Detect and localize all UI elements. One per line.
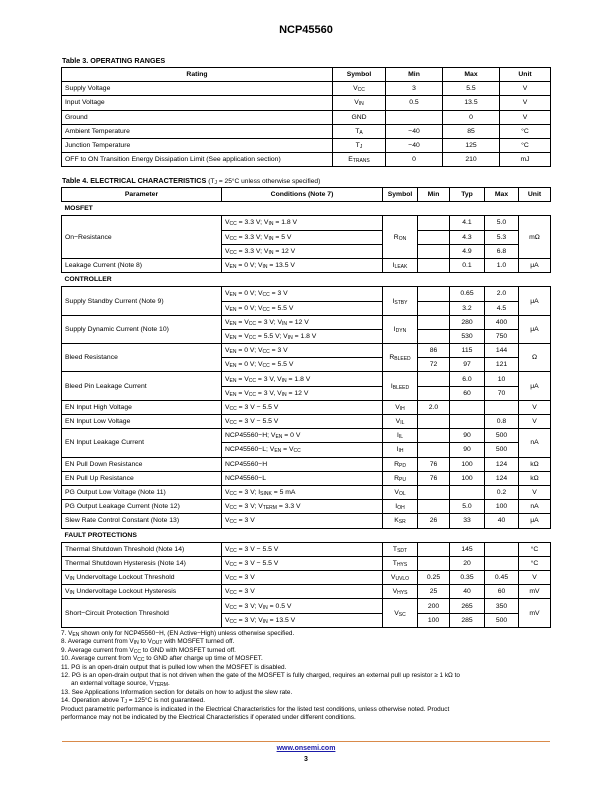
page-number: 3: [304, 756, 308, 763]
rating-cell: Ambient Temperature: [62, 124, 333, 138]
max-cell: 124: [485, 471, 519, 485]
parameter-cell: Slew Rate Control Constant (Note 13): [62, 514, 222, 528]
min-cell: 26: [418, 514, 450, 528]
table4-row: [62, 457, 551, 471]
conditions-cell: $V_{CC} = 3$ V − 5.5 V: [222, 400, 383, 414]
table4-row: [62, 258, 551, 272]
table4-caption: [62, 176, 320, 185]
table4-row: [62, 429, 551, 443]
max-cell: 100: [485, 500, 519, 514]
table3-header-cell: Min: [386, 68, 443, 82]
table3-header-cell: Unit: [500, 68, 551, 82]
symbol-cell: $V_{UVLO}$: [383, 571, 418, 585]
parameter-cell: Bleed Resistance: [62, 344, 222, 372]
min-cell: −40: [386, 138, 443, 152]
parameter-cell: EN Input High Voltage: [62, 400, 222, 414]
typ-cell: 3.2: [450, 301, 485, 315]
typ-cell: 530: [450, 329, 485, 343]
parameter-cell: On−Resistance: [62, 216, 222, 259]
symbol-cell: $T_{HYS}$: [383, 556, 418, 570]
typ-cell: 4.1: [450, 216, 485, 230]
conditions-cell: $V_{CC} = 3.3$ V; $V_{IN} = 5$ V: [222, 230, 383, 244]
typ-cell: 285: [450, 613, 485, 627]
unit-cell: V: [500, 110, 551, 124]
conditions-cell: $V_{EN} = V_{CC} = 5.5$ V; $V_{IN} = 1.8$ V: [222, 329, 383, 343]
min-cell: [418, 415, 450, 429]
table3-header-cell: Symbol: [333, 68, 386, 82]
footnote: performance may not be indicated by the Electrical Characteristics if operated under different conditions.: [61, 714, 356, 722]
conditions-cell: $V_{EN} = 0$ V; $V_{IN} = 13.5$ V: [222, 258, 383, 272]
conditions-cell: $V_{CC} = 3$ V; $V_{IN} = 0.5$ V: [222, 599, 383, 613]
max-cell: 500: [485, 613, 519, 627]
table4-caption-condition: ($T_J = 25^\circ C$ unless otherwise specified): [208, 178, 321, 186]
parameter-cell: Short−Circuit Protection Threshold: [62, 599, 222, 627]
conditions-cell: $V_{CC} = 3$ V; $V_{TERM} = 3.3$ V: [222, 500, 383, 514]
min-cell: 200: [418, 599, 450, 613]
typ-cell: 0.1: [450, 258, 485, 272]
typ-cell: 0.35: [450, 571, 485, 585]
typ-cell: 40: [450, 585, 485, 599]
symbol-cell: $V_{IH}$: [383, 400, 418, 414]
min-cell: [418, 315, 450, 329]
min-cell: [418, 556, 450, 570]
parameter-cell: Supply Standby Current (Note 9): [62, 287, 222, 315]
section-title: FAULT PROTECTIONS: [62, 528, 551, 542]
unit-cell: V: [519, 571, 551, 585]
min-cell: 86: [418, 344, 450, 358]
footnote: 13. See Applications Information section for details on how to adjust the slew rate.: [61, 688, 293, 696]
symbol-cell: $V_{IN}$: [333, 96, 386, 110]
table4-header-cell: Typ: [450, 188, 485, 202]
typ-cell: 280: [450, 315, 485, 329]
unit-cell: μA: [519, 287, 551, 315]
table4-caption-title: Table 4. ELECTRICAL CHARACTERISTICS: [62, 176, 207, 185]
conditions-cell: $V_{CC} = 3$ V: [222, 585, 383, 599]
footnote: 9. Average current from $V_{CC}$ to GND with MOSFET turned off.: [61, 646, 236, 655]
min-cell: [418, 500, 450, 514]
max-cell: 10: [485, 372, 519, 386]
conditions-cell: $V_{CC} = 3.3$ V; $V_{IN} = 12$ V: [222, 244, 383, 258]
conditions-cell: $V_{CC} = 3$ V; $V_{IN} = 13.5$ V: [222, 613, 383, 627]
max-cell: 350: [485, 599, 519, 613]
conditions-cell: $V_{CC} = 3$ V − 5.5 V: [222, 415, 383, 429]
min-cell: [418, 429, 450, 443]
max-cell: 2.0: [485, 287, 519, 301]
typ-cell: 145: [450, 542, 485, 556]
parameter-cell: Supply Dynamic Current (Note 10): [62, 315, 222, 343]
max-cell: 40: [485, 514, 519, 528]
table4-row: [62, 344, 551, 358]
rating-cell: Junction Temperature: [62, 138, 333, 152]
section-title: MOSFET: [62, 202, 551, 216]
unit-cell: V: [519, 485, 551, 499]
conditions-cell: $V_{EN} = V_{CC} = 3$ V, $V_{IN} = 1.8$ V: [222, 372, 383, 386]
min-cell: [418, 443, 450, 457]
symbol-cell: GND: [333, 110, 386, 124]
footnote: 11. PG is an open-drain output that is pulled low when the MOSFET is disabled.: [61, 663, 287, 671]
table4-header-cell: Unit: [519, 188, 551, 202]
parameter-cell: Thermal Shutdown Hysteresis (Note 14): [62, 556, 222, 570]
max-cell: 0.45: [485, 571, 519, 585]
symbol-cell: $I_{IL}$: [383, 429, 418, 443]
max-cell: 125: [443, 138, 500, 152]
section-row: [62, 202, 551, 216]
symbol-cell: $I_{IH}$: [383, 443, 418, 457]
symbol-cell: $T_{SDT}$: [383, 542, 418, 556]
conditions-cell: $V_{CC} = 3.3$ V; $V_{IN} = 1.8$ V: [222, 216, 383, 230]
symbol-cell: $R_{BLEED}$: [383, 344, 418, 372]
max-cell: 0: [443, 110, 500, 124]
table4-row: [62, 400, 551, 414]
max-cell: 60: [485, 585, 519, 599]
conditions-cell: NCP45560−L: [222, 471, 383, 485]
table4-row: [62, 556, 551, 570]
section-title: CONTROLLER: [62, 273, 551, 287]
parameter-cell: PG Output Leakage Current (Note 12): [62, 500, 222, 514]
typ-cell: 4.9: [450, 244, 485, 258]
max-cell: 400: [485, 315, 519, 329]
min-cell: [418, 542, 450, 556]
typ-cell: 265: [450, 599, 485, 613]
symbol-cell: $V_{CC}$: [333, 82, 386, 96]
min-cell: 0: [386, 153, 443, 167]
symbol-cell: $K_{SR}$: [383, 514, 418, 528]
website-link[interactable]: www.onsemi.com: [276, 745, 336, 752]
min-cell: 25: [418, 585, 450, 599]
min-cell: 0.25: [418, 571, 450, 585]
max-cell: 124: [485, 457, 519, 471]
parameter-cell: Bleed Pin Leakage Current: [62, 372, 222, 400]
parameter-cell: EN Pull Up Resistance: [62, 471, 222, 485]
table4-header-cell: Min: [418, 188, 450, 202]
typ-cell: 6.0: [450, 372, 485, 386]
symbol-cell: $I_{OH}$: [383, 500, 418, 514]
min-cell: 3: [386, 82, 443, 96]
operating-ranges-table: [61, 67, 551, 167]
typ-cell: [450, 415, 485, 429]
max-cell: 121: [485, 358, 519, 372]
min-cell: 72: [418, 358, 450, 372]
symbol-cell: $V_{HYS}$: [383, 585, 418, 599]
unit-cell: °C: [500, 124, 551, 138]
table4-row: [62, 599, 551, 613]
max-cell: 85: [443, 124, 500, 138]
footer-rule: [62, 741, 550, 742]
unit-cell: V: [500, 96, 551, 110]
conditions-cell: NCP45560−H; $V_{EN} = 0$ V: [222, 429, 383, 443]
unit-cell: kΩ: [519, 471, 551, 485]
table4-header-cell: Parameter: [62, 188, 222, 202]
rating-cell: Ground: [62, 110, 333, 124]
max-cell: 0.2: [485, 485, 519, 499]
min-cell: −40: [386, 124, 443, 138]
symbol-cell: $I_{LEAK}$: [383, 258, 418, 272]
unit-cell: mV: [519, 599, 551, 627]
table4-row: [62, 542, 551, 556]
min-cell: [418, 329, 450, 343]
unit-cell: °C: [519, 556, 551, 570]
typ-cell: 0.65: [450, 287, 485, 301]
min-cell: 100: [418, 613, 450, 627]
unit-cell: V: [519, 415, 551, 429]
table4-row: [62, 287, 551, 301]
min-cell: [386, 110, 443, 124]
max-cell: 13.5: [443, 96, 500, 110]
max-cell: 210: [443, 153, 500, 167]
parameter-cell: EN Input Low Voltage: [62, 415, 222, 429]
symbol-cell: $V_{SC}$: [383, 599, 418, 627]
max-cell: 0.8: [485, 415, 519, 429]
typ-cell: [450, 400, 485, 414]
conditions-cell: NCP45560−H: [222, 457, 383, 471]
typ-cell: [450, 485, 485, 499]
table3-row: [62, 96, 551, 110]
unit-cell: mJ: [500, 153, 551, 167]
footer-link-wrap: [0, 745, 612, 752]
typ-cell: 100: [450, 457, 485, 471]
conditions-cell: $V_{EN} = 0$ V; $V_{CC} = 5.5$ V: [222, 358, 383, 372]
symbol-cell: $V_{OL}$: [383, 485, 418, 499]
table3-row: [62, 110, 551, 124]
symbol-cell: $E_{TRANS}$: [333, 153, 386, 167]
max-cell: [485, 556, 519, 570]
max-cell: 750: [485, 329, 519, 343]
rating-cell: OFF to ON Transition Energy Dissipation Limit (See application section): [62, 153, 333, 167]
min-cell: 76: [418, 457, 450, 471]
max-cell: 500: [485, 429, 519, 443]
table4-header-cell: Max: [485, 188, 519, 202]
typ-cell: 90: [450, 429, 485, 443]
max-cell: [485, 400, 519, 414]
conditions-cell: $V_{CC} = 3$ V: [222, 514, 383, 528]
unit-cell: μA: [519, 372, 551, 400]
table4-row: [62, 372, 551, 386]
parameter-cell: $V_{IN}$ Undervoltage Lockout Hysteresis: [62, 585, 222, 599]
rating-cell: Input Voltage: [62, 96, 333, 110]
conditions-cell: $V_{EN} = 0$ V; $V_{CC} = 3$ V: [222, 344, 383, 358]
symbol-cell: $I_{DYN}$: [383, 315, 418, 343]
symbol-cell: $R_{PU}$: [383, 471, 418, 485]
parameter-cell: PG Output Low Voltage (Note 11): [62, 485, 222, 499]
unit-cell: °C: [519, 542, 551, 556]
footnote: 14. Operation above $T_J = 125^\circ C$ is not guaranteed.: [61, 697, 206, 706]
unit-cell: mV: [519, 585, 551, 599]
table3-header-cell: Rating: [62, 68, 333, 82]
typ-cell: 100: [450, 471, 485, 485]
max-cell: 5.3: [485, 230, 519, 244]
table4-row: [62, 471, 551, 485]
table3-row: [62, 138, 551, 152]
min-cell: [418, 372, 450, 386]
max-cell: 1.0: [485, 258, 519, 272]
footnote: 7. $V_{EN}$ shown only for NCP45560−H, (EN Active−High) unless otherwise specified.: [61, 630, 295, 638]
unit-cell: nA: [519, 500, 551, 514]
conditions-cell: $V_{CC} = 3$ V; $I_{SINK} = 5$ mA: [222, 485, 383, 499]
min-cell: [418, 258, 450, 272]
footnote: 12. PG is an open-drain output that is not driven when the gate of the MOSFET is fully charged, requires an external pull up resistor ≥ 1 kΩ to: [61, 672, 460, 680]
table4-row: [62, 585, 551, 599]
typ-cell: 60: [450, 386, 485, 400]
table3-row: [62, 153, 551, 167]
unit-cell: V: [519, 400, 551, 414]
min-cell: 0.5: [386, 96, 443, 110]
max-cell: 5.5: [443, 82, 500, 96]
parameter-cell: EN Input Leakage Current: [62, 429, 222, 457]
max-cell: 144: [485, 344, 519, 358]
table3-caption: Table 3. OPERATING RANGES: [62, 56, 166, 65]
typ-cell: 97: [450, 358, 485, 372]
symbol-cell: $R_{ON}$: [383, 216, 418, 259]
footnote: an external voltage source, $V_{TERM}$.: [71, 680, 170, 689]
unit-cell: V: [500, 82, 551, 96]
max-cell: 6.8: [485, 244, 519, 258]
max-cell: [485, 542, 519, 556]
parameter-cell: EN Pull Down Resistance: [62, 457, 222, 471]
symbol-cell: $T_A$: [333, 124, 386, 138]
table4-header-cell: Conditions (Note 7): [222, 188, 383, 202]
symbol-cell: $T_J$: [333, 138, 386, 152]
footnotes: [61, 630, 551, 722]
conditions-cell: $V_{CC} = 3$ V − 5.5 V: [222, 542, 383, 556]
typ-cell: 20: [450, 556, 485, 570]
min-cell: [418, 287, 450, 301]
symbol-cell: $R_{PD}$: [383, 457, 418, 471]
parameter-cell: $V_{IN}$ Undervoltage Lockout Threshold: [62, 571, 222, 585]
symbol-cell: $V_{IL}$: [383, 415, 418, 429]
min-cell: [418, 216, 450, 230]
conditions-cell: $V_{EN} = 0$ V; $V_{CC} = 3$ V: [222, 287, 383, 301]
footnote: Product parametric performance is indicated in the Electrical Characteristics for the listed test conditions, unless otherwise noted. Product: [61, 705, 450, 713]
footnote: 8. Average current from $V_{IN}$ to $V_{OUT}$ with MOSFET turned off.: [61, 638, 235, 647]
unit-cell: μA: [519, 514, 551, 528]
page-title: NCP45560: [279, 24, 333, 36]
conditions-cell: $V_{EN} = V_{CC} = 3$ V, $V_{IN} = 12$ V: [222, 386, 383, 400]
rating-cell: Supply Voltage: [62, 82, 333, 96]
max-cell: 4.5: [485, 301, 519, 315]
conditions-cell: $V_{EN} = V_{CC} = 3$ V; $V_{IN} = 12$ V: [222, 315, 383, 329]
min-cell: [418, 485, 450, 499]
unit-cell: μA: [519, 258, 551, 272]
typ-cell: 90: [450, 443, 485, 457]
table4-header-cell: Symbol: [383, 188, 418, 202]
table4-row: [62, 315, 551, 329]
max-cell: 70: [485, 386, 519, 400]
max-cell: 500: [485, 443, 519, 457]
table4-row: [62, 571, 551, 585]
min-cell: 2.0: [418, 400, 450, 414]
section-row: [62, 273, 551, 287]
unit-cell: kΩ: [519, 457, 551, 471]
table4-row: [62, 216, 551, 230]
symbol-cell: $I_{STBY}$: [383, 287, 418, 315]
typ-cell: 33: [450, 514, 485, 528]
table4-row: [62, 415, 551, 429]
min-cell: [418, 386, 450, 400]
min-cell: [418, 244, 450, 258]
min-cell: 76: [418, 471, 450, 485]
unit-cell: μA: [519, 315, 551, 343]
parameter-cell: Leakage Current (Note 8): [62, 258, 222, 272]
min-cell: [418, 301, 450, 315]
typ-cell: 115: [450, 344, 485, 358]
table3-row: [62, 124, 551, 138]
parameter-cell: Thermal Shutdown Threshold (Note 14): [62, 542, 222, 556]
unit-cell: Ω: [519, 344, 551, 372]
unit-cell: °C: [500, 138, 551, 152]
conditions-cell: $V_{CC} = 3$ V − 5.5 V: [222, 556, 383, 570]
unit-cell: nA: [519, 429, 551, 457]
table4-row: [62, 514, 551, 528]
section-row: [62, 528, 551, 542]
electrical-characteristics-table: [61, 187, 551, 628]
table3-row: [62, 82, 551, 96]
table4-row: [62, 500, 551, 514]
max-cell: 5.0: [485, 216, 519, 230]
min-cell: [418, 230, 450, 244]
conditions-cell: $V_{CC} = 3$ V: [222, 571, 383, 585]
footnote: 10. Average current from $V_{CC}$ to GND after charge up time of MOSFET.: [61, 655, 263, 664]
table4-row: [62, 485, 551, 499]
symbol-cell: $I_{BLEED}$: [383, 372, 418, 400]
table3-header-cell: Max: [443, 68, 500, 82]
conditions-cell: $V_{EN} = 0$ V; $V_{CC} = 5.5$ V: [222, 301, 383, 315]
unit-cell: mΩ: [519, 216, 551, 259]
typ-cell: 4.3: [450, 230, 485, 244]
conditions-cell: NCP45560−L; $V_{EN} = V_{CC}$: [222, 443, 383, 457]
typ-cell: 5.0: [450, 500, 485, 514]
